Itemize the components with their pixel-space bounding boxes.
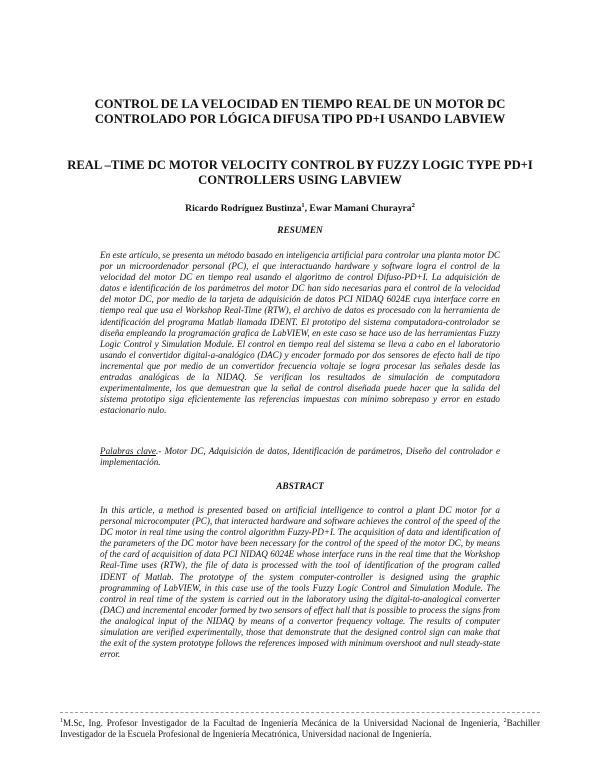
author-separator: ,: [304, 203, 310, 215]
footnote: [60, 716, 540, 740]
author-1-mark: 1: [301, 202, 305, 209]
footnote-mark-2: 2: [503, 718, 507, 724]
footnote-divider: [60, 712, 540, 713]
author-2: Ewar Mamani Churayra: [309, 203, 412, 215]
author-1: Ricardo Rodríguez Bustinza: [185, 203, 302, 215]
abstract-heading: ABSTRACT: [276, 482, 324, 492]
footnote-text-1: M.Sc, Ing. Profesor Investigador de la Facultad de Ingeniería Mecánica de la Universidad Nacional de Ingeniería,: [63, 718, 504, 729]
keywords-label: Palabras clave: [100, 446, 156, 456]
keywords-text: .- Motor DC, Adquisición de datos, Identificación de parámetros, Diseño del controlador e implementación.: [100, 446, 500, 468]
keywords: [100, 446, 500, 468]
footnote-mark-1: 1: [60, 718, 63, 724]
title-english: REAL –TIME DC MOTOR VELOCITY CONTROL BY FUZZY LOGIC TYPE PD+I CONTROLLERS USING LABVIEW: [67, 158, 533, 187]
footnote-text-2: Bachiller Investigador de la Escuela Profesional de Ingeniería Mecatrónica, Universidad nacional de Ingeniería.: [60, 718, 540, 740]
abstract-text: In this article, a method is presented based on artificial intelligence to control a plant DC motor for a personal microcomputer (PC), that interacted hardware and software achieves the control of the speed of the DC motor in real time using the control algorithm Fuzzy-PD+I. The acquisition of data and identification of the parameters of the DC motor have been necessary for the control of the speed of the motor DC, by means of the card of acquisition of data PCI NIDAQ 6024E whose interface runs in the real time that the Workshop Real-Time uses (RTW), the file of data is processed with the tool of identification of the program called IDENT of Matlab. The prototype of the system computer-controller is designed using the graphic programming of LabVIEW, in this case use of the tools Fuzzy Logic Control and Simulation Module. The control in real time of the system is carried out in the laboratory using the digital-to-analogical converter (DAC) and incremental encoder formed by two sensors of effect hall that is possible to process the signs from the analogical input of the NIDAQ by means of a convertor frequency voltage. The results of computer simulation are verified experimentally, those that demonstrate that the designed control sign can make that the exit of the system prototype follows the references imposed with minimum overshoot and null steady-state error.: [100, 505, 500, 660]
resumen-heading: RESUMEN: [277, 226, 323, 236]
authors-line: [60, 202, 540, 214]
author-2-mark: 2: [411, 202, 415, 209]
title-spanish: CONTROL DE LA VELOCIDAD EN TIEMPO REAL DE UN MOTOR DC CONTROLADO POR LÓGICA DIFUSA TIPO PD+I USANDO LABVIEW: [94, 97, 506, 126]
resumen-text: En este artículo, se presenta un método basado en inteligencia artificial para controlar una planta motor DC por un microordenador personal (PC), el que interactuando hardware y software logra el control de la velocidad del motor DC en tiempo real usando el algoritmo de control Difuso-PD+I. La adquisición de datos e identificación de los parámetros del motor DC han sido necesarias para el control de la velocidad del motor DC, por medio de la tarjeta de adquisición de datos PCI NIDAQ 6024E cuya interface corre en tiempo real que usa el Workshop Real-Time (RTW), el archivo de datos es procesado con la herramienta de identificación del programa Matlab llamada IDENT. El prototipo del sistema computadora-controlador se diseña empleando la programación grafica de LabVIEW, en este caso se hace uso de las herramientas Fuzzy Logic Control y Simulation Module. El control en tiempo real del sistema se lleva a cabo en el laboratorio usando el convertidor digital-a-analógico (DAC) y encoder formado por dos sensores de efecto hall de tipo incremental que por medio de un convertidor frecuencia voltaje se logra procesar las señales desde las entradas analógicas de la NIDAQ. Se verifican los resultados de simulación de computadora experimentalmente, los que demuestran que la señal de control diseñada puede hacer que la salida del sistema prototipo siga eficientemente las referencias impuestas con mínimo sobrepaso y error en estado estacionario nulo.: [100, 250, 500, 416]
